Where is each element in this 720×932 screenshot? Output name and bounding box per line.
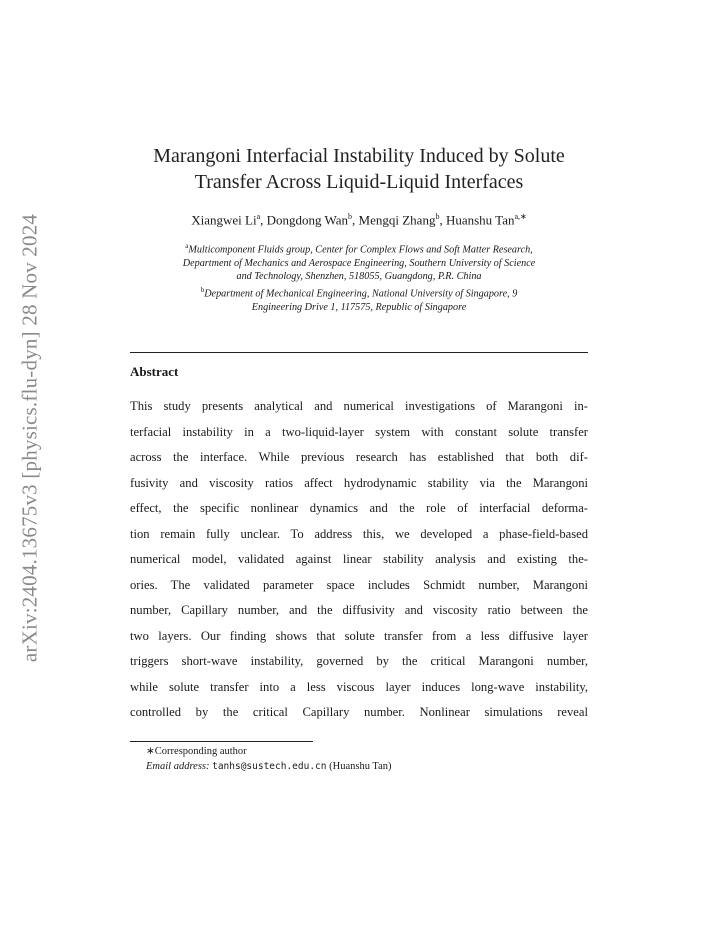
title-line: Marangoni Interfacial Instability Induced by Solute [153, 145, 565, 167]
abstract-line: two layers. Our finding shows that solute transfer from a less diffusive layer [130, 628, 588, 643]
abstract-heading: Abstract [130, 364, 179, 379]
corresponding-author-note: ∗Corresponding author [146, 746, 247, 757]
footnote [146, 744, 391, 774]
abstract-line: fusivity and viscosity ratios affect hydrodynamic stability via the Marangoni [130, 475, 588, 490]
email-owner: (Huanshu Tan) [329, 761, 392, 772]
abstract-top-rule [130, 352, 588, 353]
author-name: Dongdong Wan [266, 212, 349, 228]
author-name: Xiangwei Li [191, 212, 257, 228]
abstract-line: This study presents analytical and numerical investigations of Marangoni in- [130, 399, 588, 413]
affiliation-line: Engineering Drive 1, 117575, Republic of Singapore [251, 301, 467, 313]
abstract-line: across the interface. While previous research has established that both dif- [130, 450, 588, 464]
author-affiliation-mark: a,∗ [514, 212, 527, 221]
author-affiliation-mark: b [348, 212, 353, 221]
footnote-rule [130, 741, 313, 742]
author-name: Mengqi Zhang [358, 212, 436, 228]
abstract-line: number, Capillary number, and the diffusivity and viscosity ratio between the [130, 603, 588, 617]
abstract-line: while solute transfer into a less viscous layer induces long-wave instability, [130, 679, 588, 694]
abstract-line: tion remain fully unclear. To address this, we developed a phase-field-based [130, 526, 588, 541]
affiliation-line: and Technology, Shenzhen, 518055, Guangdong, P.R. China [236, 271, 482, 283]
abstract-line: triggers short-wave instability, governed by the critical Marangoni number, [130, 654, 588, 668]
affiliations [130, 240, 588, 314]
abstract-line: effect, the specific nonlinear dynamics and the role of interfacial deforma- [130, 501, 588, 515]
abstract-line: controlled by the critical Capillary number. Nonlinear simulations reveal [130, 705, 588, 719]
paper-title [130, 143, 588, 195]
author-affiliation-mark: a [256, 212, 261, 221]
affiliation-line: $^a$Multicomponent Fluids group, Center for Complex Flows and Soft Matter Research, [185, 242, 533, 256]
abstract-line: numerical model, validated against linear stability analysis and existing the- [130, 552, 588, 566]
affiliation-line: Department of Mechanics and Aerospace Engineering, Southern University of Science [182, 257, 536, 269]
affiliation-line: $^b$Department of Mechanical Engineering, National University of Singapore, 9 [200, 285, 518, 300]
title-line: Transfer Across Liquid-Liquid Interfaces [194, 171, 524, 193]
abstract-line: terfacial instability in a two-liquid-layer system with constant solute transfer [130, 424, 588, 439]
email-line [146, 759, 391, 774]
author-list: Xiangwei Li$^a$, Dongdong Wan$^b$, Mengqi Zhang$^b$, Huanshu Tan$^{a,∗}$ [191, 212, 527, 228]
abstract-line: ories. The validated parameter space includes Schmidt number, Marangoni [130, 577, 588, 592]
arxiv-identifier-stamp[interactable]: arXiv:2404.13675v3 [physics.flu-dyn] 28 Nov 2024 [17, 213, 42, 663]
abstract-body [130, 394, 588, 726]
author-name: Huanshu Tan [445, 212, 515, 228]
email-link[interactable]: tanhs@sustech.edu.cn [212, 761, 327, 772]
email-label: Email address: [146, 761, 210, 772]
author-affiliation-mark: b [435, 212, 440, 221]
